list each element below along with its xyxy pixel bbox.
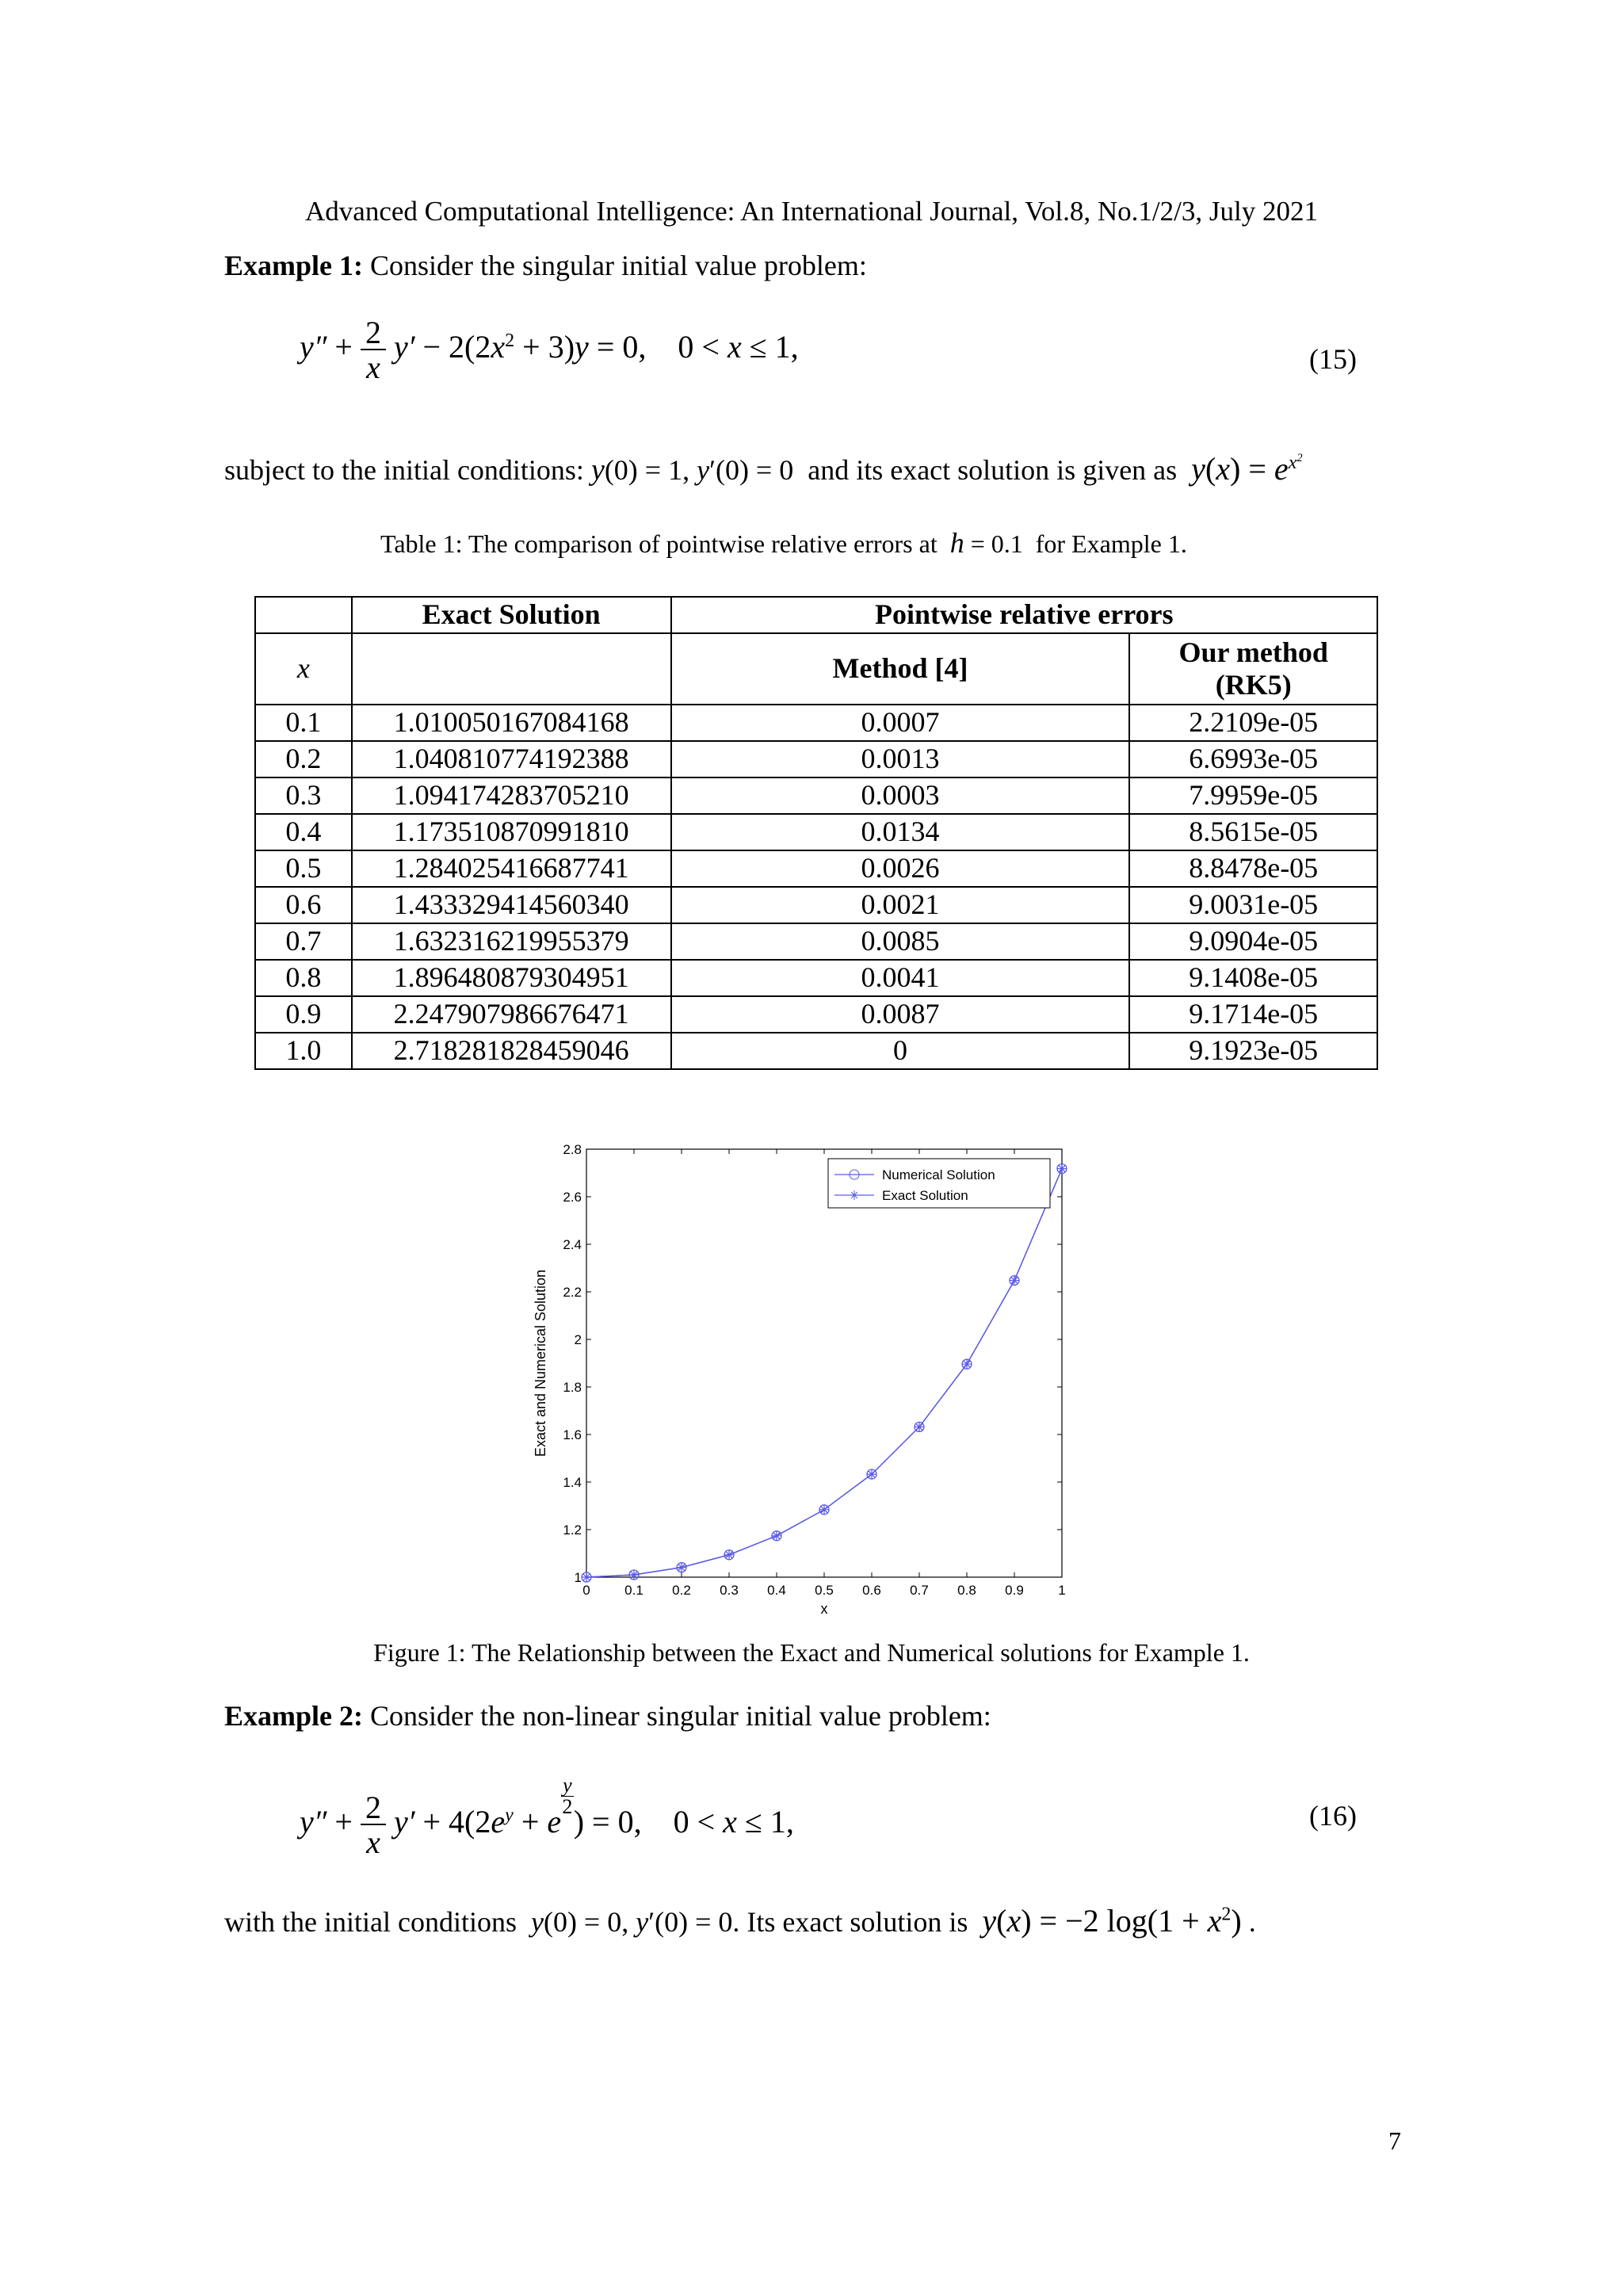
table-cell-m4: 0.0026 (671, 850, 1130, 887)
table-cell-rk5: 6.6993e-05 (1129, 741, 1377, 777)
y-tick-label: 1 (574, 1570, 582, 1585)
y-tick-label: 1.4 (563, 1475, 582, 1490)
table-row (255, 777, 1377, 814)
legend-label: Numerical Solution (882, 1167, 995, 1182)
example2-intro (224, 1699, 991, 1733)
table-cell-m4: 0.0003 (671, 777, 1130, 814)
table-cell-m4: 0 (671, 1033, 1130, 1069)
table-cell-rk5: 7.9959e-05 (1129, 777, 1377, 814)
example1-intro (224, 249, 867, 283)
table-row (255, 960, 1377, 996)
table-cell-exact: 1.173510870991810 (352, 814, 671, 850)
table-cell-rk5: 9.0904e-05 (1129, 923, 1377, 960)
y-tick-label: 2.2 (563, 1285, 582, 1300)
table-cell-x: 0.9 (255, 996, 352, 1033)
equation-16-number: (16) (1309, 1800, 1357, 1832)
x-tick-label: 0.2 (672, 1583, 691, 1598)
table-cell-exact: 1.284025416687741 (352, 850, 671, 887)
example1-conditions: subject to the initial conditions: y(0) = 1, y′(0) = 0 and its exact solution is given as $y(x) = e^{x^2}$ (224, 451, 1303, 487)
table-cell-x: 0.1 (255, 705, 352, 741)
table-cell-x: 0.3 (255, 777, 352, 814)
table-cell-x: 0.2 (255, 741, 352, 777)
x-tick-label: 0.5 (815, 1583, 834, 1598)
table-cell-x: 0.6 (255, 887, 352, 923)
table1 (254, 596, 1378, 1070)
table-cell-exact: 2.718281828459046 (352, 1033, 671, 1069)
x-axis-label: x (820, 1601, 828, 1617)
equation-15: y″ + $\frac{2}{x}$ $y' - 2(2x^2 + 3)y = 0$, 0 < x ≤ 1, (300, 315, 799, 385)
y-tick-label: 1.8 (563, 1380, 582, 1395)
page-number: 7 (1388, 2126, 1401, 2155)
table-header-blank-2 (352, 633, 671, 705)
table-cell-exact: 1.433329414560340 (352, 887, 671, 923)
equation-16: y″ + $\frac{2}{x}$ $y' + 4(2e^y + e$ $\frac{y}{2}$ ) = 0, 0 < x ≤ 1, (300, 1774, 794, 1860)
table-cell-x: 0.4 (255, 814, 352, 850)
example1-label: Example 1: (224, 250, 363, 281)
y-tick-label: 1.2 (563, 1522, 582, 1538)
table-cell-rk5: 2.2109e-05 (1129, 705, 1377, 741)
x-tick-label: 0.7 (910, 1583, 929, 1598)
y-tick-label: 2.4 (563, 1237, 582, 1252)
table-row (255, 814, 1377, 850)
table1-caption: Table 1: The comparison of pointwise relative errors at h = 0.1 for Example 1. (380, 527, 1187, 559)
table-header-method4: Method [4] (671, 633, 1130, 705)
table-cell-exact: 1.632316219955379 (352, 923, 671, 960)
table-row (255, 887, 1377, 923)
table-cell-exact: 1.010050167084168 (352, 705, 671, 741)
x-tick-label: 0.4 (767, 1583, 786, 1598)
y-tick-label: 2.8 (563, 1142, 582, 1157)
journal-header: Advanced Computational Intelligence: An International Journal, Vol.8, No.1/2/3, July 2021 (305, 196, 1318, 227)
table-cell-m4: 0.0021 (671, 887, 1130, 923)
y-tick-label: 1.6 (563, 1427, 582, 1442)
table-header-x: x (255, 633, 352, 705)
table-row (255, 705, 1377, 741)
table-cell-x: 0.7 (255, 923, 352, 960)
table-cell-rk5: 9.0031e-05 (1129, 887, 1377, 923)
table-header-exact: Exact Solution (352, 597, 671, 633)
table-cell-m4: 0.0007 (671, 705, 1130, 741)
table-cell-exact: 2.247907986676471 (352, 996, 671, 1033)
table-header-ours: Our method (RK5) (1129, 633, 1377, 705)
example1-intro-text: Consider the singular initial value problem: (370, 250, 867, 281)
x-tick-label: 0.8 (957, 1583, 976, 1598)
x-tick-label: 1 (1058, 1583, 1066, 1598)
equation-15-number: (15) (1309, 343, 1357, 375)
figure1-chart (523, 1133, 1094, 1633)
table-cell-x: 0.8 (255, 960, 352, 996)
table-row (255, 741, 1377, 777)
table-cell-m4: 0.0085 (671, 923, 1130, 960)
x-tick-label: 0.1 (624, 1583, 643, 1598)
table-cell-x: 1.0 (255, 1033, 352, 1069)
table-cell-rk5: 9.1923e-05 (1129, 1033, 1377, 1069)
x-tick-label: 0 (582, 1583, 590, 1598)
y-axis-label: Exact and Numerical Solution (533, 1269, 548, 1457)
table-cell-rk5: 8.5615e-05 (1129, 814, 1377, 850)
table-cell-exact: 1.040810774192388 (352, 741, 671, 777)
table-cell-m4: 0.0041 (671, 960, 1130, 996)
example2-conditions: with the initial conditions y(0) = 0, y′(0) = 0. Its exact solution is y(x) = −2 $\log(1 + x^2)$ . (224, 1903, 1256, 1939)
example2-intro-text: Consider the non-linear singular initial value problem: (370, 1700, 991, 1732)
figure1-caption: Figure 1: The Relationship between the Exact and Numerical solutions for Example 1. (373, 1638, 1250, 1667)
legend-label: Exact Solution (882, 1188, 968, 1203)
table-cell-rk5: 8.8478e-05 (1129, 850, 1377, 887)
x-tick-label: 0.9 (1005, 1583, 1024, 1598)
x-tick-label: 0.6 (862, 1583, 881, 1598)
example2-label: Example 2: (224, 1700, 363, 1732)
y-tick-label: 2.6 (563, 1190, 582, 1205)
y-tick-label: 2 (574, 1332, 582, 1347)
table-cell-exact: 1.094174283705210 (352, 777, 671, 814)
table-cell-rk5: 9.1408e-05 (1129, 960, 1377, 996)
table-header-errors: Pointwise relative errors (671, 597, 1377, 633)
table-cell-x: 0.5 (255, 850, 352, 887)
table-cell-m4: 0.0087 (671, 996, 1130, 1033)
table-cell-exact: 1.896480879304951 (352, 960, 671, 996)
table-header-blank (255, 597, 352, 633)
table-row (255, 1033, 1377, 1069)
table-row (255, 923, 1377, 960)
table-cell-rk5: 9.1714e-05 (1129, 996, 1377, 1033)
table-cell-m4: 0.0134 (671, 814, 1130, 850)
table-row (255, 850, 1377, 887)
x-tick-label: 0.3 (720, 1583, 739, 1598)
table-row (255, 996, 1377, 1033)
table-cell-m4: 0.0013 (671, 741, 1130, 777)
